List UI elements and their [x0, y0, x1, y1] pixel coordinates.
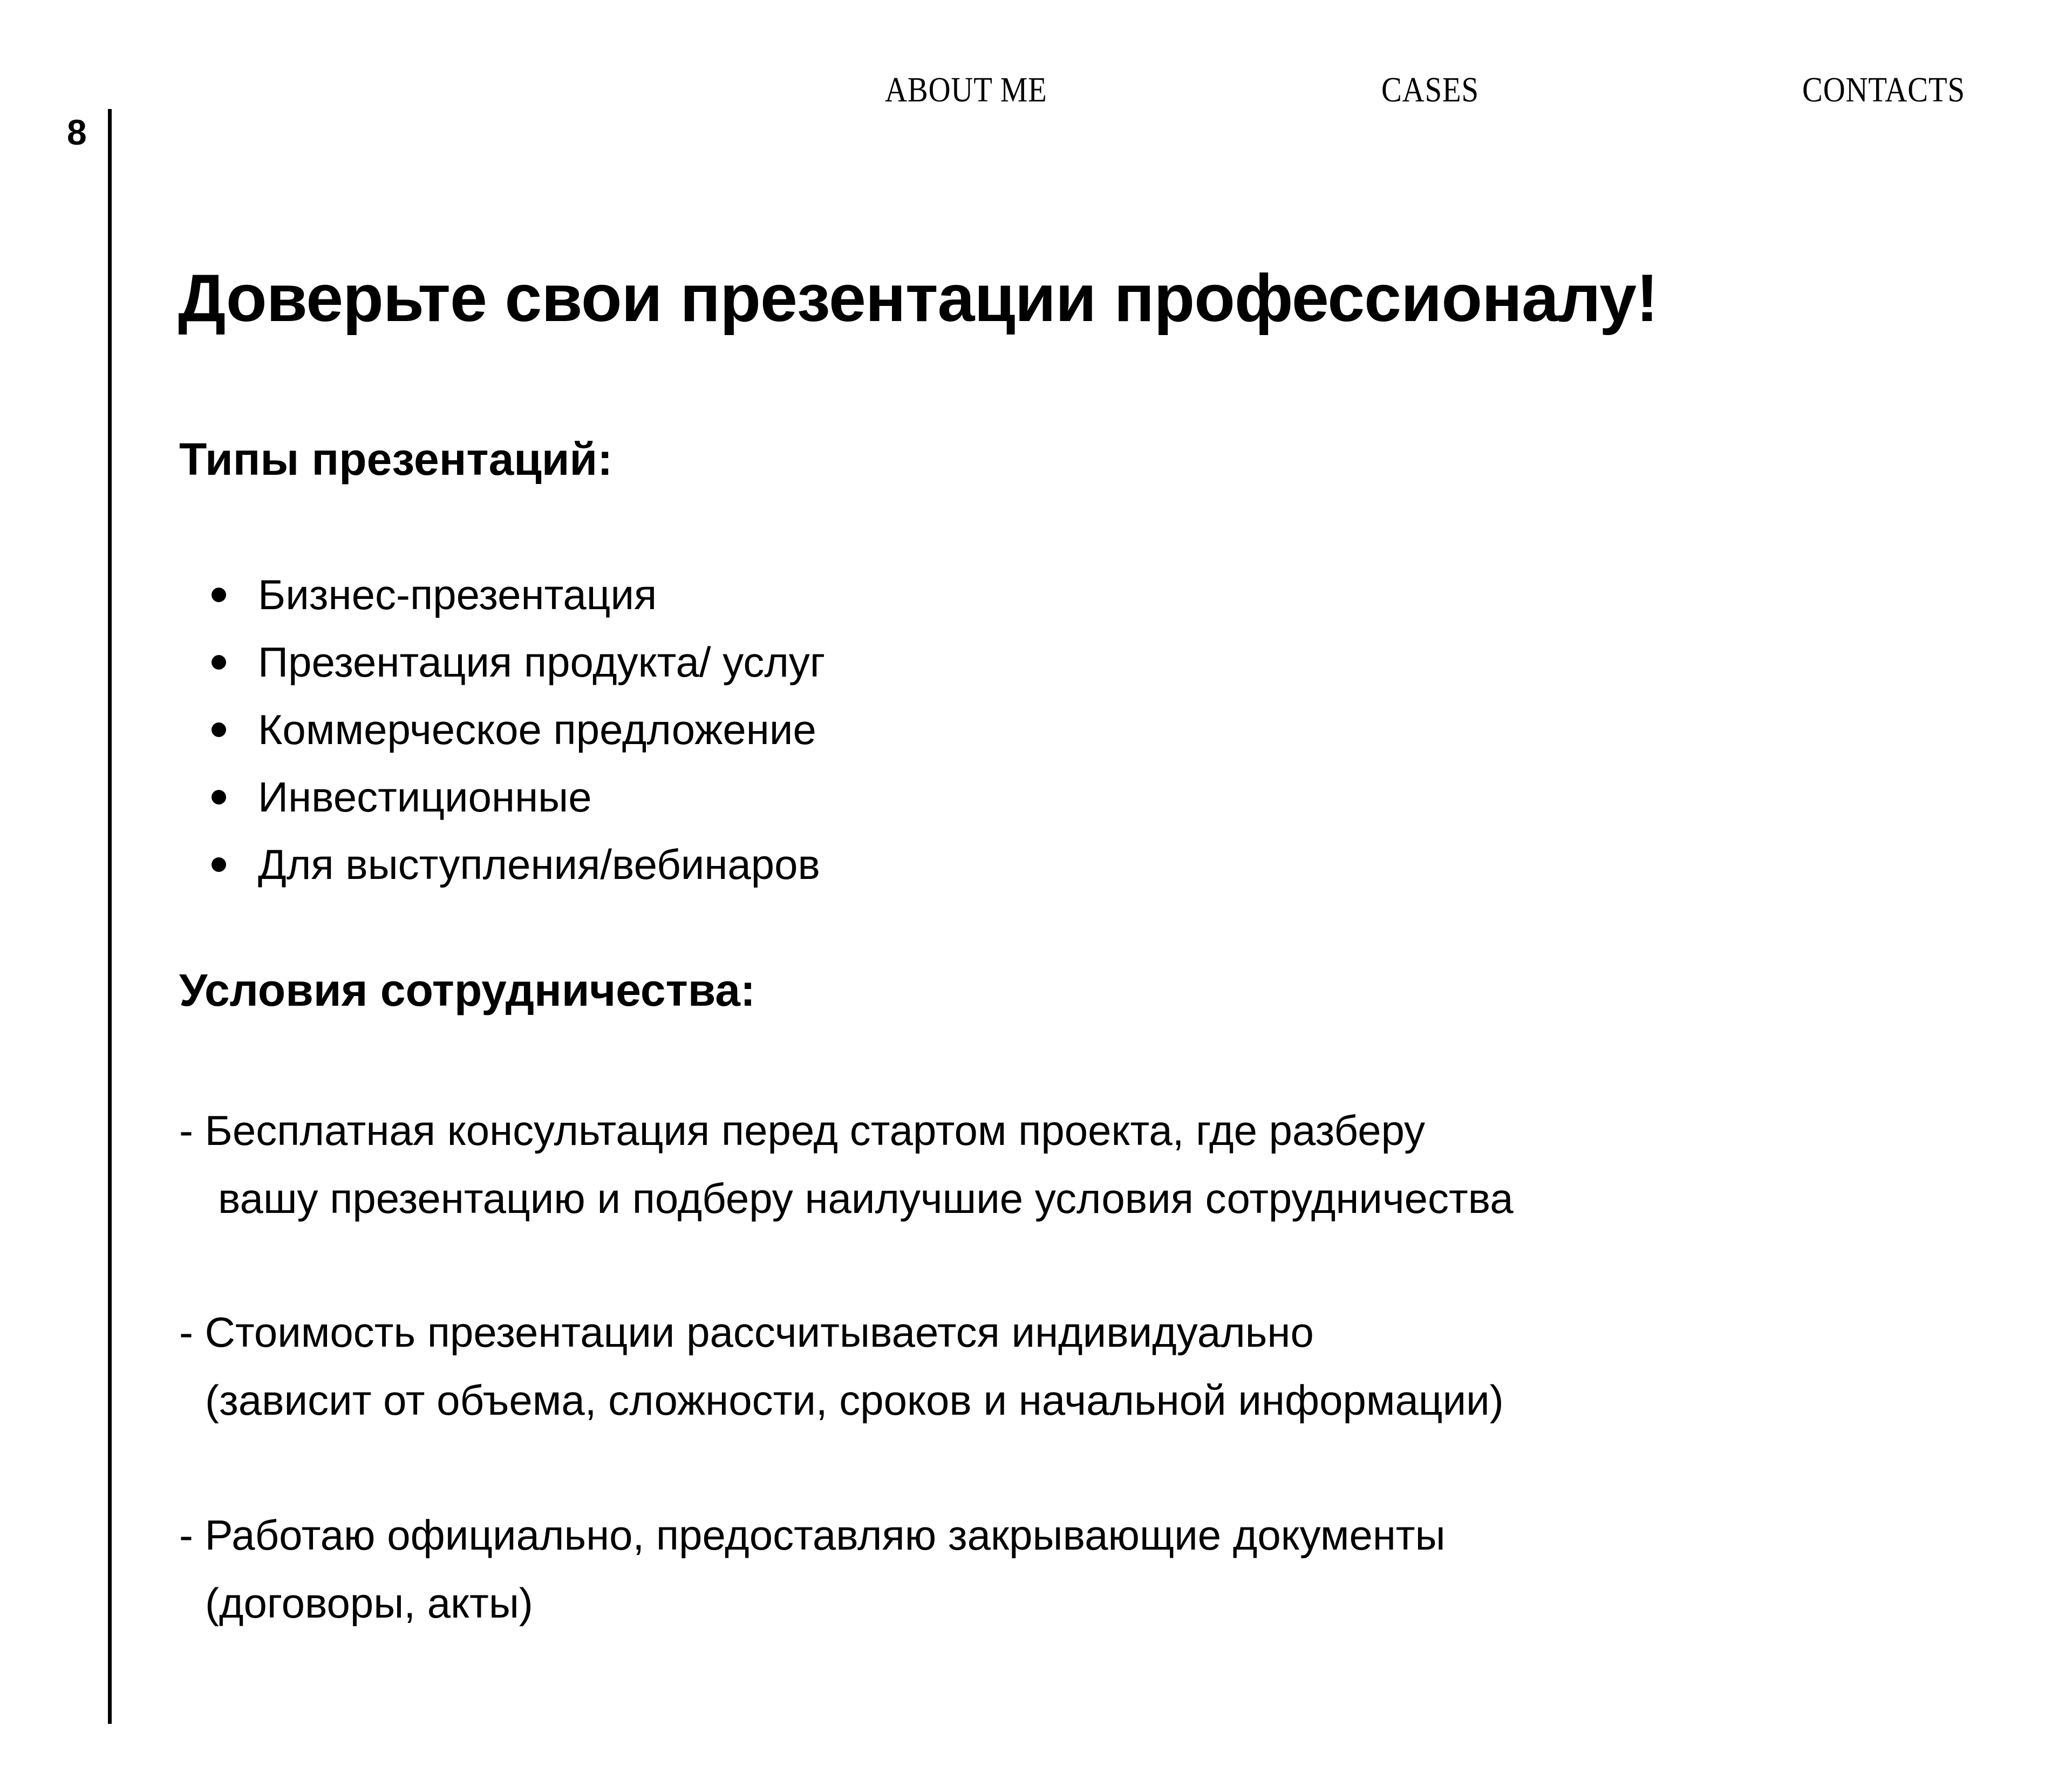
term-official-work	[179, 1501, 1446, 1637]
list-item-label: Бизнес-презентация	[258, 571, 657, 618]
top-nav	[0, 71, 2072, 109]
term-line: - Бесплатная консультация перед стартом проекта, где разберу	[179, 1107, 1426, 1154]
bullet-icon	[212, 588, 226, 602]
list-item-label: Коммерческое предложение	[258, 706, 816, 753]
term-line: (зависит от объема, сложности, сроков и начальной информации)	[205, 1376, 1504, 1424]
term-free-consultation	[179, 1096, 1514, 1232]
bullet-icon	[212, 655, 226, 670]
cooperation-terms-title: Условия сотрудничества:	[179, 965, 755, 1015]
term-line: - Стоимость презентации рассчитывается индивидуально	[179, 1308, 1314, 1356]
presentation-types-title: Типы презентаций:	[179, 434, 613, 485]
page-number: 8	[67, 112, 87, 152]
list-item-label: Инвестиционные	[258, 773, 592, 821]
nav-cases-link[interactable]: CASES	[1381, 70, 1479, 110]
bullet-icon	[212, 857, 226, 872]
list-item-label: Презентация продукта/ услуг	[258, 638, 826, 686]
nav-about-me-link[interactable]: ABOUT ME	[885, 70, 1047, 110]
term-line: (договоры, акты)	[205, 1579, 533, 1627]
bullet-icon	[212, 790, 226, 804]
vertical-divider	[108, 109, 112, 1724]
list-item-label: Для выступления/вебинаров	[258, 841, 820, 888]
term-pricing	[179, 1298, 1504, 1434]
term-line: вашу презентацию и подберу наилучшие условия сотрудничества	[218, 1175, 1514, 1222]
page-headline: Доверьте свои презентации профессионалу!	[178, 261, 1658, 336]
nav-contacts-link[interactable]: CONTACTS	[1802, 70, 1965, 110]
term-line: - Работаю официально, предоставляю закрывающие документы	[179, 1511, 1446, 1559]
bullet-icon	[212, 722, 226, 737]
